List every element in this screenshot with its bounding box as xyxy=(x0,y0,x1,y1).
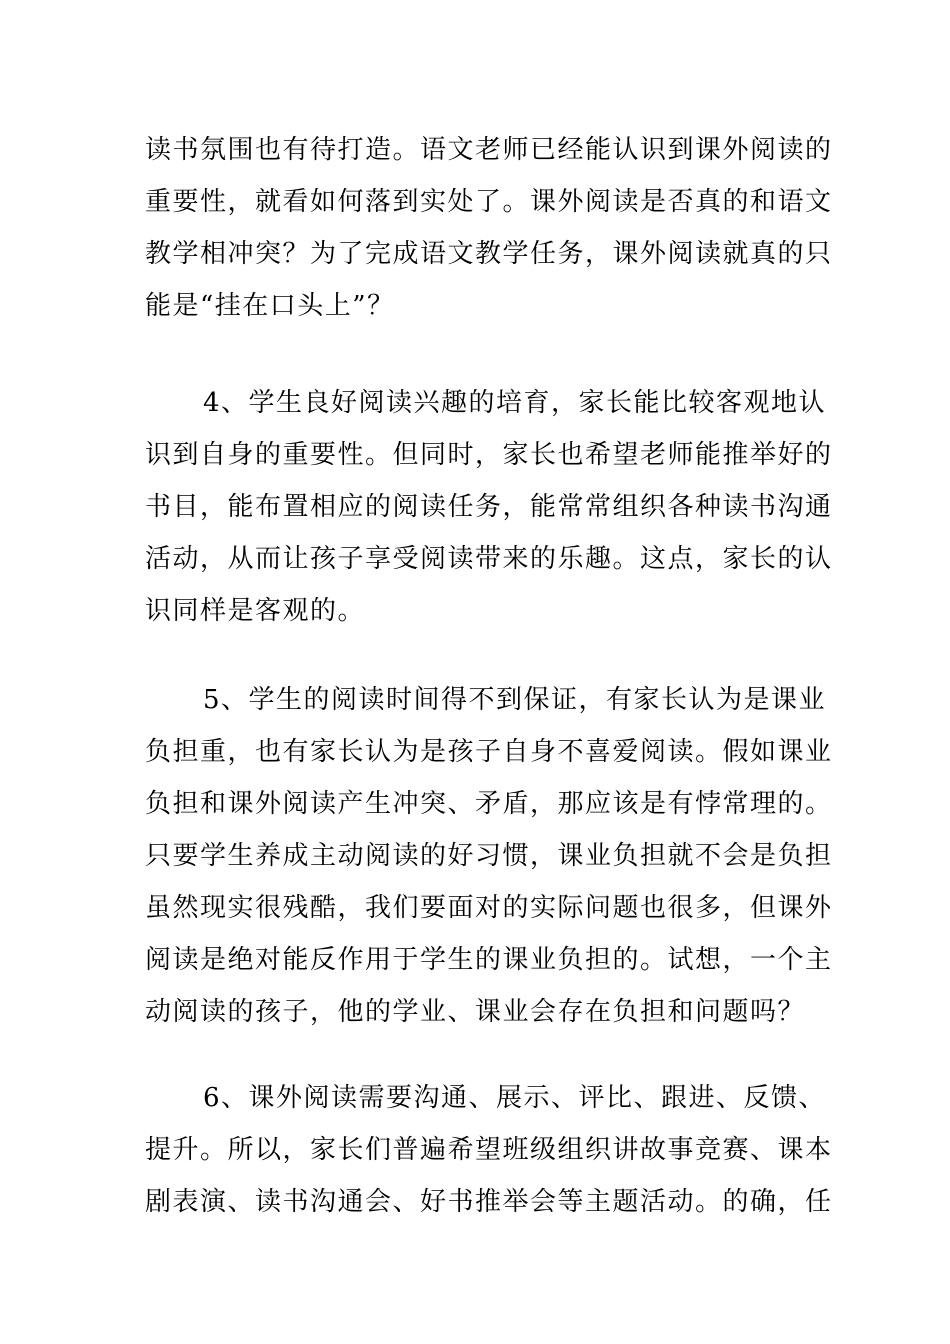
text-line: 剧表演、读书沟通会、好书推举会等主题活动。的确，任 xyxy=(145,1187,833,1217)
paragraph-item-6 xyxy=(145,1072,833,1228)
text-line: 4、学生良好阅读兴趣的培育，家长能比较客观地认 xyxy=(203,388,827,418)
text-line: 读书氛围也有待打造。语文老师已经能认识到课外阅读的 xyxy=(145,135,833,165)
text-line: 活动，从而让孩子享受阅读带来的乐趣。这点，家长的认 xyxy=(145,544,833,574)
text-line: 6、课外阅读需要沟通、展示、评比、跟进、反馈、 xyxy=(203,1083,827,1113)
text-line: 负担重，也有家长认为是孩子自身不喜爱阅读。假如课业 xyxy=(145,737,833,767)
text-line: 能是“挂在口头上”？ xyxy=(145,291,395,321)
text-line: 识同样是客观的。 xyxy=(145,596,366,626)
text-line: 只要学生养成主动阅读的好习惯，课业负担就不会是负担 xyxy=(145,841,833,871)
text-line: 识到自身的重要性。但同时，家长也希望老师能推举好的 xyxy=(145,440,833,470)
text-line: 负担和课外阅读产生冲突、矛盾，那应该是有悖常理的。 xyxy=(145,789,833,819)
text-line: 提升。所以，家长们普遍希望班级组织讲故事竞赛、课本 xyxy=(145,1135,833,1165)
text-line: 动阅读的孩子，他的学业、课业会存在负担和问题吗？ xyxy=(145,997,806,1027)
text-line: 阅读是绝对能反作用于学生的课业负担的。试想，一个主 xyxy=(145,945,833,975)
text-line: 虽然现实很残酷，我们要面对的实际问题也很多，但课外 xyxy=(145,893,833,923)
text-line: 重要性，就看如何落到实处了。课外阅读是否真的和语文 xyxy=(145,187,833,217)
paragraph-item-4 xyxy=(145,377,833,637)
paragraph-item-5 xyxy=(145,674,833,1038)
text-line: 5、学生的阅读时间得不到保证，有家长认为是课业 xyxy=(203,685,827,715)
text-line: 书目，能布置相应的阅读任务，能常常组织各种读书沟通 xyxy=(145,492,833,522)
paragraph-reading-atmosphere xyxy=(145,124,833,332)
text-line: 教学相冲突？为了完成语文教学任务，课外阅读就真的只 xyxy=(145,239,833,269)
